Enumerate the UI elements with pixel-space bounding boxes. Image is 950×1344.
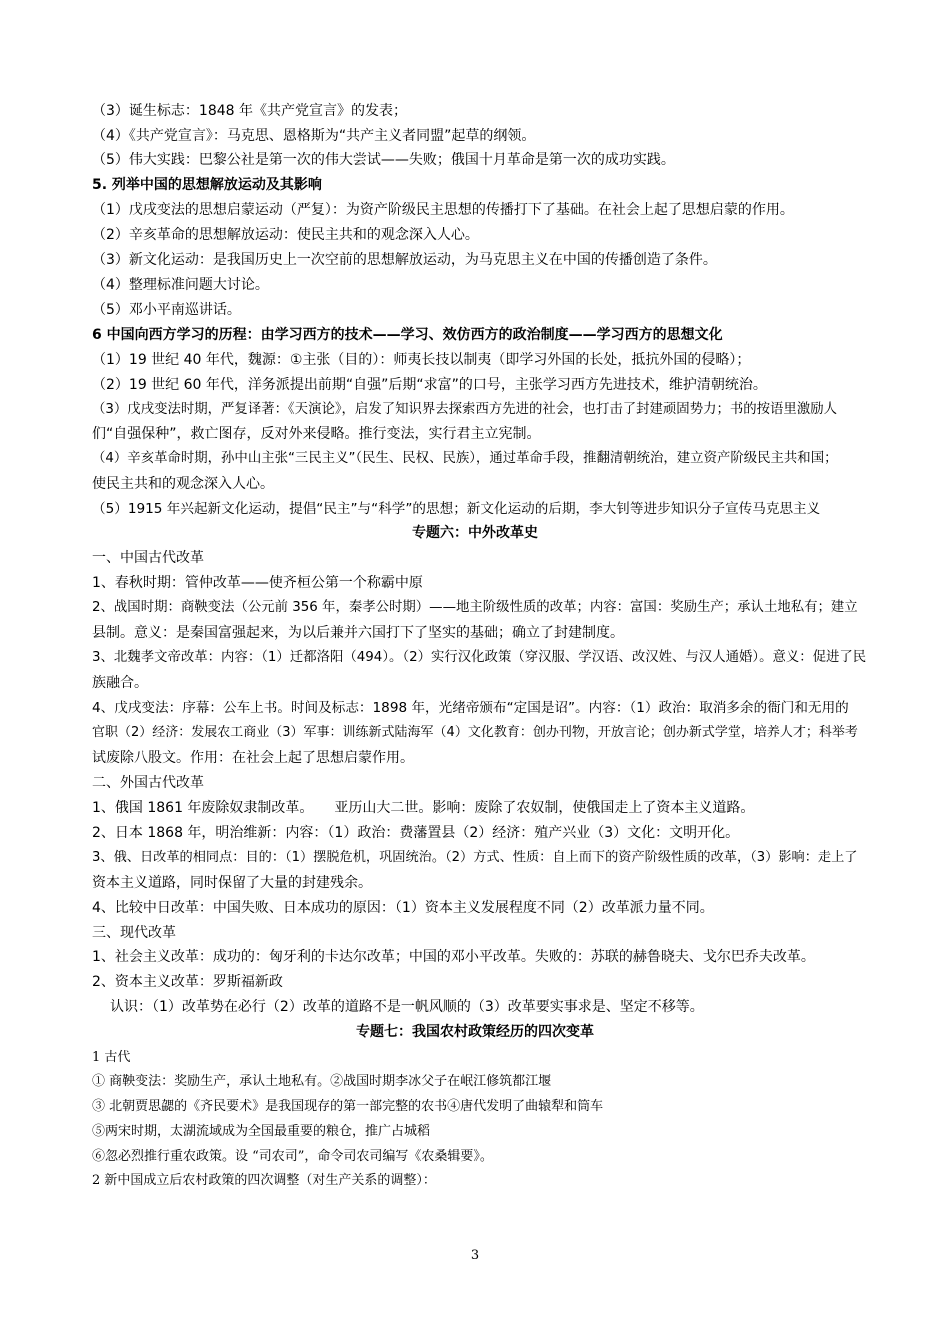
text-line: （4）《共产党宣言》：马克思、恩格斯为“共产主义者同盟”起草的纲领。 xyxy=(92,128,536,144)
text-line: ① 商鞅变法：奖励生产，承认土地私有。②战国时期李冰父子在岷江修筑都江堰 xyxy=(92,1074,552,1089)
text-line: （3）戊戌变法时期，严复译著：《天演论》，启发了知识界去探索西方先进的社会，也打击了封建顽固势力；书的按语里激励人 xyxy=(92,402,837,417)
text-line: 资本主义道路，同时保留了大量的封建残余。 xyxy=(92,875,372,891)
text-line: 1、俄国 1861 年废除奴隶制改革。 亚历山大二世。影响：废除了农奴制，使俄国走上了资本主义道路。 xyxy=(92,800,755,816)
text-line: （5）伟大实践：巴黎公社是第一次的伟大尝试——失败；俄国十月革命是第一次的成功实践。 xyxy=(92,152,675,168)
text-line: 县制。意义：是秦国富强起来，为以后兼并六国打下了坚实的基础；确立了封建制度。 xyxy=(92,625,624,641)
text-line: 使民主共和的观念深入人心。 xyxy=(92,476,274,492)
text-line: 4、比较中日改革：中国失败、日本成功的原因：（1）资本主义发展程度不同（2）改革派力量不同。 xyxy=(92,900,714,916)
text-line: ⑤两宋时期，太湖流域成为全国最重要的粮仓，推广占城稻 xyxy=(92,1124,431,1139)
text-line: （5）邓小平南巡讲话。 xyxy=(92,302,241,318)
text-line: （4）整理标准问题大讨论。 xyxy=(92,277,269,293)
text-line: （2）19 世纪 60 年代，洋务派提出前期“自强”后期“求富”的口号，主张学习西方先进技术，维护清朝统治。 xyxy=(92,377,767,393)
text-line: 族融合。 xyxy=(92,675,148,691)
text-line: 4、戊戌变法：序幕：公车上书。时间及标志：1898 年，光绪帝颁布“定国是诏”。内容：（1）政治：取消多余的衙门和无用的 xyxy=(92,700,849,716)
text-line: 二、外国古代改革 xyxy=(92,775,204,791)
text-line: 们“自强保种”，救亡图存，反对外来侵略。推行变法，实行君主立宪制。 xyxy=(92,426,541,442)
text-line: 1 古代 xyxy=(92,1050,131,1065)
text-line: ⑥忽必烈推行重农政策。设 “司农司”，命令司农司编写《农桑辑要》。 xyxy=(92,1149,493,1164)
text-line: 认识：（1）改革势在必行（2）改革的道路不是一帆风顺的（3）改革要实事求是、坚定不移等。 xyxy=(110,999,704,1015)
text-line: 三、现代改革 xyxy=(92,925,176,941)
text-line: 2、资本主义改革：罗斯福新政 xyxy=(92,974,283,990)
text-line: 3、北魏孝文帝改革：内容：（1）迁都洛阳（494）。（2）实行汉化政策（穿汉服、学汉语、改汉姓、与汉人通婚）。意义：促进了民 xyxy=(92,650,867,665)
text-line: 试废除八股文。作用：在社会上起了思想启蒙作用。 xyxy=(92,750,414,766)
text-line: （5）1915 年兴起新文化运动，提倡“民主”与“科学”的思想；新文化运动的后期，李大钊等进步知识分子宣传马克思主义 xyxy=(92,501,821,517)
text-line: （4）辛亥革命时期，孙中山主张“三民主义”（民生、民权、民族），通过革命手段，推翻清朝统治，建立资产阶级民主共和国； xyxy=(92,451,838,466)
topic-title: 专题七：我国农村政策经历的四次变革 xyxy=(356,1024,594,1040)
text-line: （1）19 世纪 40 年代，魏源：①主张（目的）：师夷长技以制夷（即学习外国的长处，抵抗外国的侵略）； xyxy=(92,352,751,368)
text-line: 3、俄、日改革的相同点：目的：（1）摆脱危机，巩固统治。（2）方式、性质：自上而下的资产阶级性质的改革，（3）影响：走上了 xyxy=(92,850,858,865)
text-line: （2）辛亥革命的思想解放运动：使民主共和的观念深入人心。 xyxy=(92,227,479,243)
text-line: （3）诞生标志：1848 年《共产党宣言》的发表； xyxy=(92,103,407,119)
text-line: 2 新中国成立后农村政策的四次调整（对生产关系的调整）： xyxy=(92,1173,436,1188)
text-line: 1、春秋时期：管仲改革——使齐桓公第一个称霸中原 xyxy=(92,575,423,591)
text-line: ③ 北朝贾思勰的《齐民要术》是我国现存的第一部完整的农书④唐代发明了曲辕犁和筒车 xyxy=(92,1099,604,1114)
text-line: 2、战国时期：商鞅变法（公元前 356 年，秦孝公时期）——地主阶级性质的改革；内容：富国：奖励生产；承认土地私有；建立 xyxy=(92,600,858,615)
text-line: 2、日本 1868 年，明治维新：内容：（1）政治：费藩置县（2）经济：殖产兴业（3）文化：文明开化。 xyxy=(92,825,740,841)
text-line: 1、社会主义改革：成功的：匈牙利的卡达尔改革；中国的邓小平改革。失败的：苏联的赫鲁晓夫、戈尔巴乔夫改革。 xyxy=(92,949,815,965)
page-number: 3 xyxy=(470,1248,480,1263)
section-heading: 6 中国向西方学习的历程：由学习西方的技术——学习、效仿西方的政治制度——学习西方的思想文化 xyxy=(92,327,723,343)
text-line: 一、中国古代改革 xyxy=(92,550,204,566)
text-line: （1）戊戌变法的思想启蒙运动（严复）：为资产阶级民主思想的传播打下了基础。在社会上起了思想启蒙的作用。 xyxy=(92,202,794,218)
topic-title: 专题六：中外改革史 xyxy=(412,525,538,541)
text-line: 官职（2）经济：发展农工商业（3）军事：训练新式陆海军（4）文化教育：创办刊物，开放言论；创办新式学堂，培养人才；科举考 xyxy=(92,725,858,740)
section-heading: 5. 列举中国的思想解放运动及其影响 xyxy=(92,177,322,193)
text-line: （3）新文化运动：是我国历史上一次空前的思想解放运动，为马克思主义在中国的传播创造了条件。 xyxy=(92,252,717,268)
